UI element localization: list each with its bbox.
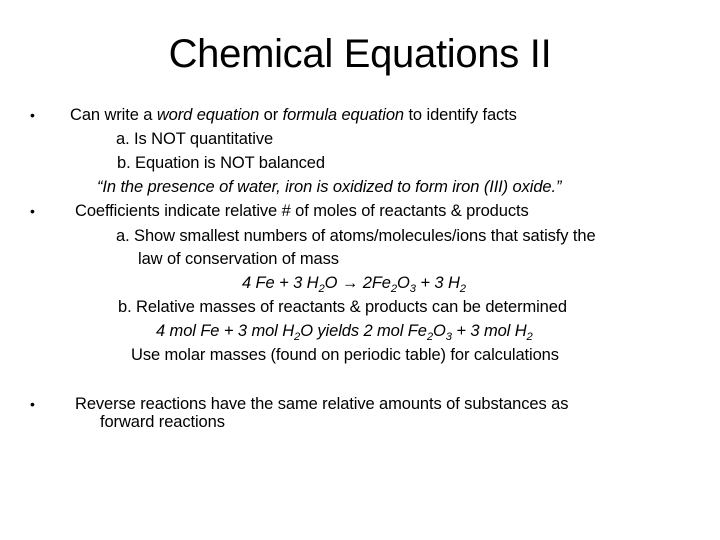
b2-point-a-line2: law of conservation of mass <box>138 250 339 268</box>
bullet-3-line2: forward reactions <box>100 413 225 431</box>
b1-point-b: b. Equation is NOT balanced <box>117 154 325 172</box>
bullet-3-marker: • <box>30 396 35 412</box>
b2-equation-1: 4 Fe + 3 $H_2O \to 2Fe_2O_3 + 3$ $H_2$ <box>242 274 466 295</box>
slide-title: Chemical Equations II <box>168 32 552 76</box>
b2-note: Use molar masses (found on periodic table) for calculations <box>131 346 559 364</box>
b1-point-a: a. Is NOT quantitative <box>116 130 274 148</box>
b1-word-equation: word equation <box>156 106 260 124</box>
b1-mid: or <box>259 106 283 124</box>
bullet-2-marker: • <box>30 203 35 219</box>
b2-point-a-line1: a. Show smallest numbers of atoms/molecules/ions that satisfy the <box>116 227 596 245</box>
b1-quote-text: “In the presence of water, iron is oxidized to form iron (III) oxide.” <box>97 178 562 196</box>
b1-formula-equation: formula equation <box>282 106 404 124</box>
bullet-3-line1: Reverse reactions have the same relative amounts of substances as <box>75 395 569 413</box>
b1-pre: Can write a <box>70 106 157 124</box>
arrow-icon: → <box>341 274 359 292</box>
bullet-1-marker: • <box>30 107 35 123</box>
b1-quote <box>97 176 561 198</box>
bullet-2-text: Coefficients indicate relative # of moles of reactants & products <box>75 202 529 220</box>
bullet-1-text <box>70 104 517 126</box>
b2-equation-2: 4 mol Fe + 3 mol $H_2O$ yields 2 mol $Fe_2O_3 + 3$ mol $H_2$ <box>156 322 533 343</box>
b2-point-b: b. Relative masses of reactants & products can be determined <box>118 298 567 316</box>
b1-post: to identify facts <box>403 106 517 124</box>
